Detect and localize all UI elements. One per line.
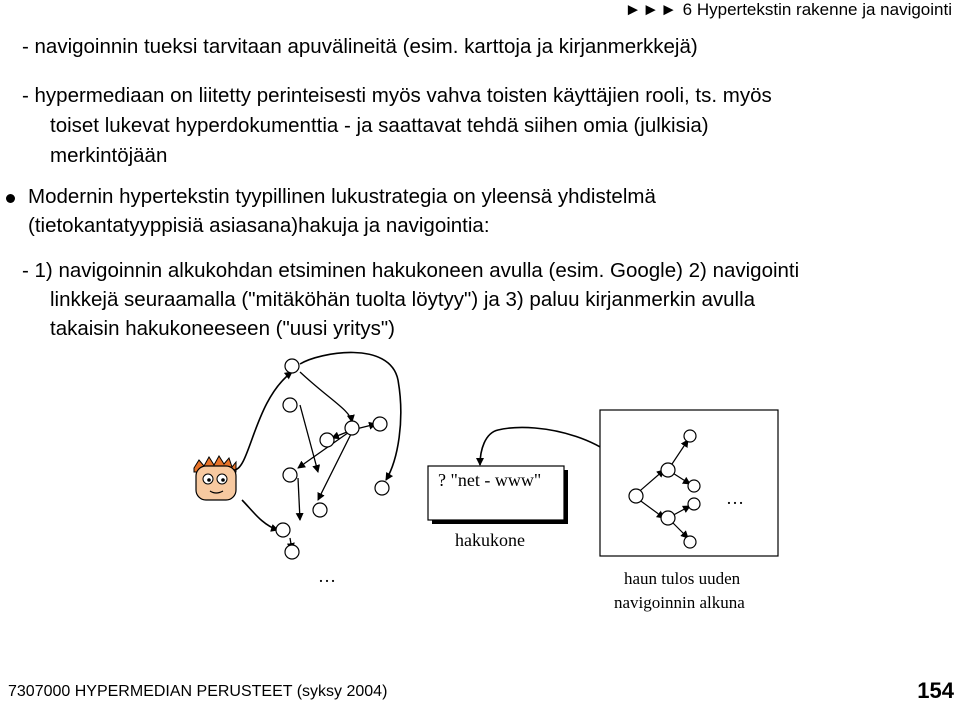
text-line-6: (tietokantatyyppisiä asiasana)hakuja ja navigointia: <box>28 214 490 237</box>
navigation-diagram <box>0 350 960 630</box>
text-line-5: Modernin hypertekstin tyypillinen lukustrategia on yleensä yhdistelmä <box>28 185 656 208</box>
left-ellipsis: … <box>318 566 336 586</box>
course-footer: 7307000 HYPERMEDIAN PERUSTEET (syksy 2004) <box>8 683 388 700</box>
search-engine-label: hakukone <box>455 530 525 550</box>
result-caption-line2: navigoinnin alkuna <box>614 593 745 612</box>
result-caption-line1: haun tulos uuden <box>624 569 741 588</box>
text-line-9: takaisin hakukoneeseen ("uusi yritys") <box>50 317 395 340</box>
header-title: 6 Hypertekstin rakenne ja navigointi <box>682 0 952 19</box>
triangle-arrows-icon: ►►► <box>624 0 678 19</box>
page-number: 154 <box>917 678 954 703</box>
right-ellipsis: … <box>726 488 744 508</box>
text-line-8: linkkejä seuraamalla ("mitäköhän tuolta löytyy") ja 3) paluu kirjanmerkin avulla <box>50 288 756 311</box>
text-line-3: toiset lukevat hyperdokumenttia - ja saattavat tehdä siihen omia (julkisia) <box>50 114 709 137</box>
slide-header <box>624 0 952 20</box>
search-query: ? "net - www" <box>438 470 542 490</box>
text-line-7: - 1) navigoinnin alkukohdan etsiminen hakukoneen avulla (esim. Google) 2) navigointi <box>22 259 800 282</box>
user-face-icon <box>194 456 236 500</box>
text-line-2: - hypermediaan on liitetty perinteisesti myös vahva toisten käyttäjien rooli, ts. myös <box>22 84 772 107</box>
text-line-4: merkintöjään <box>50 144 168 167</box>
bullet-icon <box>6 194 15 203</box>
link-network <box>234 352 401 559</box>
text-line-1: - navigoinnin tueksi tarvitaan apuvälineitä (esim. karttoja ja kirjanmerkkejä) <box>22 35 698 58</box>
